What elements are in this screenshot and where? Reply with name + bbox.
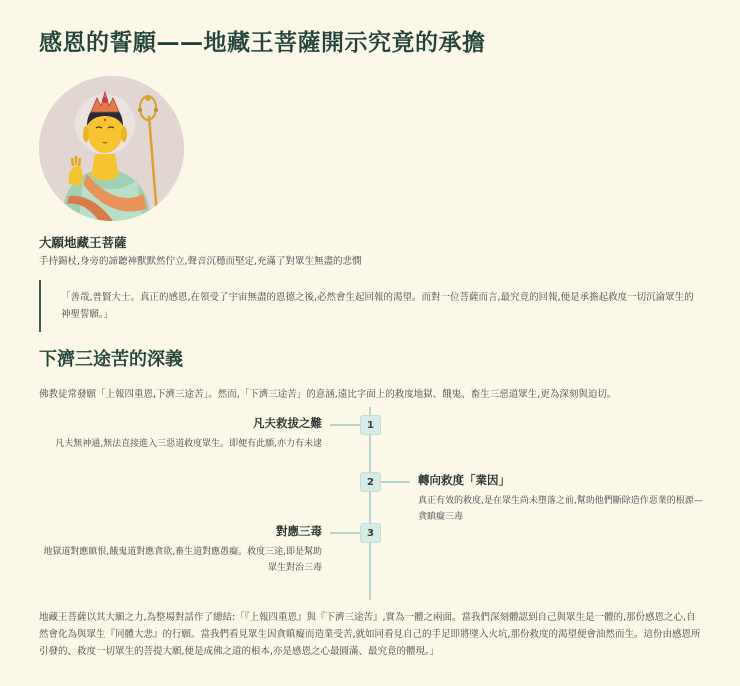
timeline-item-title: 凡夫救拔之難 [253,416,322,430]
timeline-node: 2 [360,472,381,492]
blockquote [39,280,701,332]
section-heading: 下濟三途苦的深義 [39,349,183,370]
figure-description: 手持錫杖,身旁的諦聽神獸默然佇立,聲音沉穩而堅定,充滿了對眾生無盡的悲憫 [39,256,362,267]
figure-name: 大願地藏王菩薩 [39,235,127,250]
timeline-item-title: 對應三毒 [276,524,322,538]
page-title: 感恩的誓願——地藏王菩薩開示究竟的承擔 [39,30,486,56]
conclusion-paragraph: 地藏王菩薩以其大願之力,為整場對話作了總結:「『上報四重恩』與『下濟三途苦』,實為一體之兩面。當我們深刻體認到自己與眾生是一體的,那份感恩之心,自然會化為與眾生『同體大悲』的行願。當我們看見眾生因貪瞋癡而造業受苦,就如同看見自己的手足即將墜入火坑,那份救度的渴望便會油然而生。這份由感恩所引發的、救度一切眾生的菩提大願,便是成佛之道的根本,亦是感恩之心最圓滿、最究竟的體現。」 [39,612,701,657]
ksitigarbha-portrait [39,76,184,221]
timeline-item-text: 凡夫無神通,無法直接進入三惡道救度眾生。即便有此願,亦力有未逮 [55,439,322,449]
timeline-connector [380,481,410,483]
timeline-item-title: 轉向救度「業因」 [418,473,510,487]
timeline-item-text: 真正有效的救度,是在眾生尚未墮落之前,幫助他們斷除造作惡業的根源—貪瞋癡三毒 [418,496,703,522]
timeline-item-text: 地獄道對應瞋恨,餓鬼道對應貪欲,畜生道對應愚癡。救度三途,即是幫助眾生對治三毒 [43,547,322,573]
ksitigarbha-bodhisattva-illustration-icon [39,76,184,221]
timeline-node: 1 [360,415,381,435]
quote-text: 「善哉,普賢大士。真正的感恩,在領受了宇宙無盡的恩德之後,必然會生起回報的渴望。而對一位菩薩而言,最究竟的回報,便是承擔起救度一切沉淪眾生的神聖誓願。」 [61,292,694,320]
timeline-connector [330,424,360,426]
timeline-connector [330,532,360,534]
section-intro: 佛教徒常發願「上報四重恩,下濟三途苦」。然而,「下濟三途苦」的意涵,遠比字面上的救度地獄、餓鬼、畜生三惡道眾生,更為深刻與迫切。 [39,389,617,400]
timeline-axis [369,407,371,600]
timeline-node: 3 [360,523,381,543]
